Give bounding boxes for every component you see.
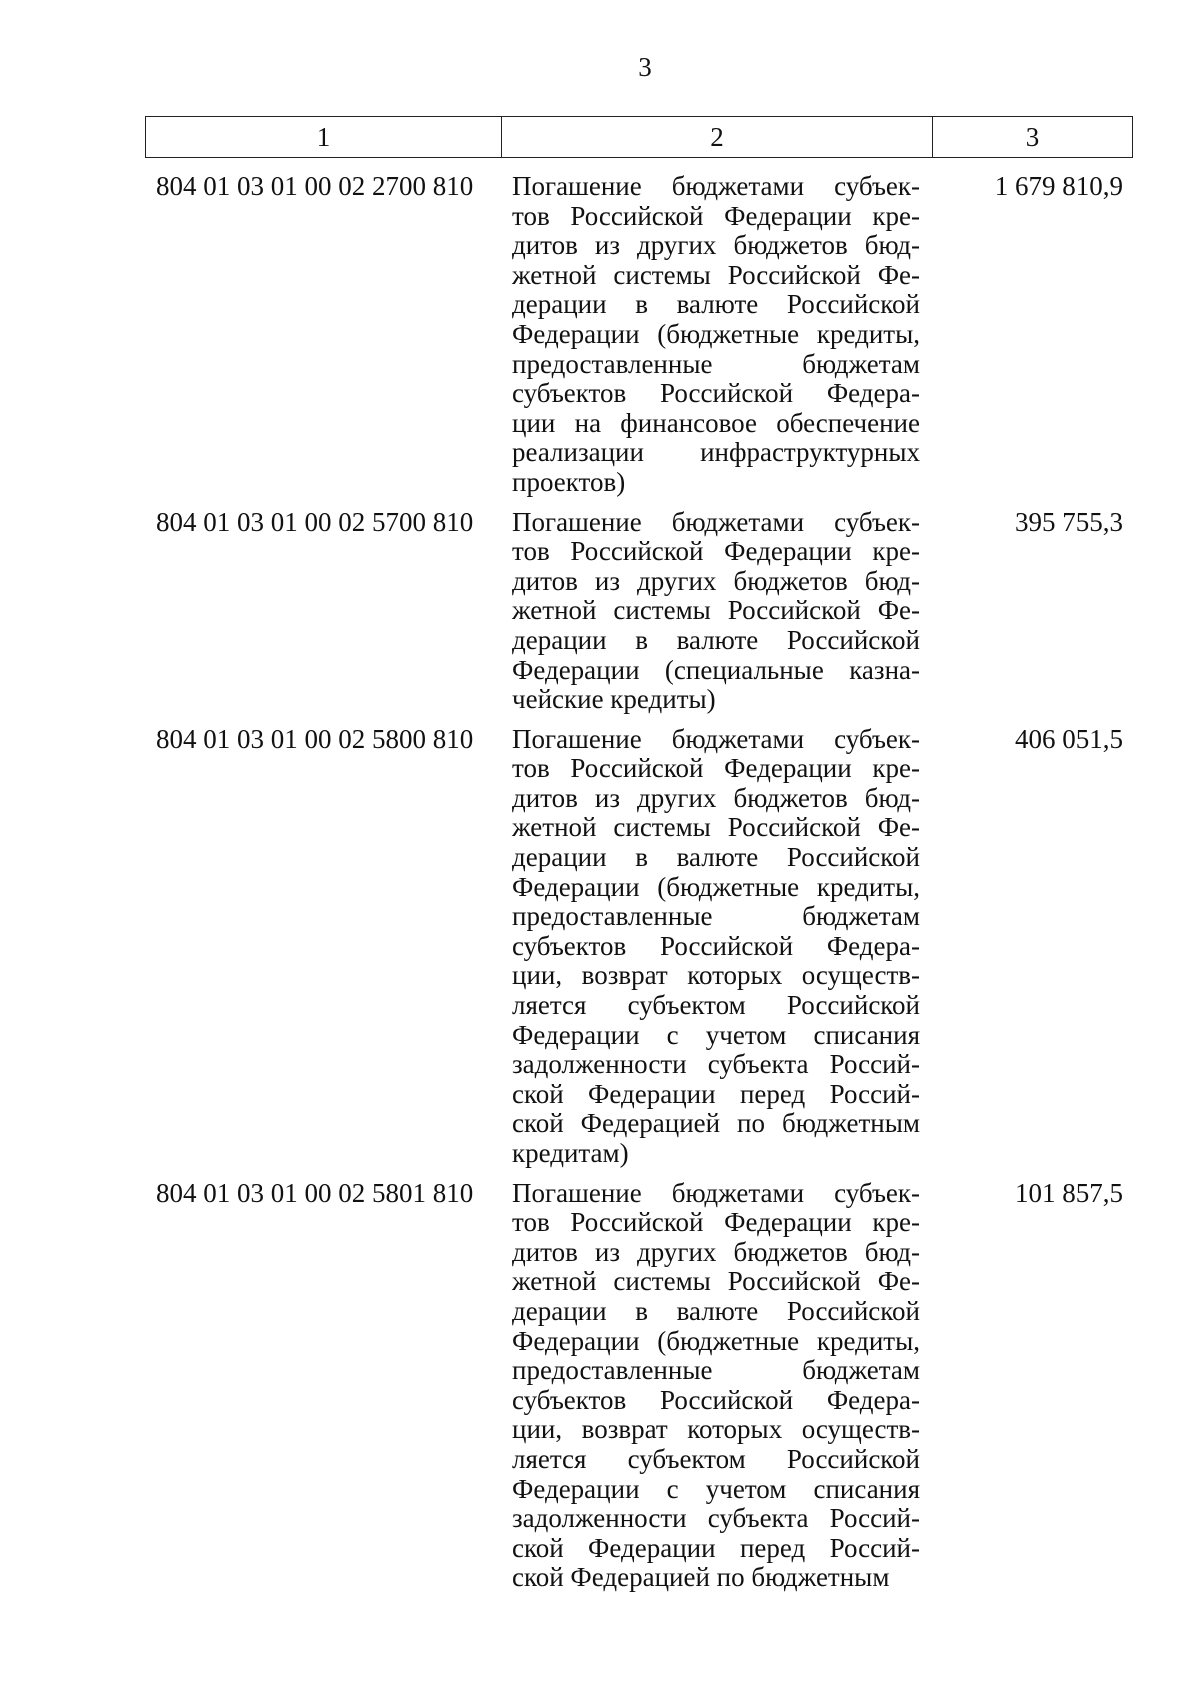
description-line: Погашение бюджетами субъек- <box>512 506 920 537</box>
description-line: дерации в валюте Российской <box>512 289 920 320</box>
description-line: Федерации с учетом списания <box>512 1473 920 1504</box>
description-line: задолженности субъекта Россий- <box>512 1503 920 1534</box>
description-line: жетной системы Российской Фе- <box>512 595 920 626</box>
description-line: дитов из других бюджетов бюд- <box>512 1236 920 1267</box>
description-line: ции, возврат которых осуществ- <box>512 960 920 991</box>
budget-table <box>145 116 1133 1593</box>
description-line: кредитам) <box>512 1138 629 1168</box>
description-line: жетной системы Российской Фе- <box>512 259 920 290</box>
description-line: субъектов Российской Федера- <box>512 378 920 409</box>
description-line: ции, возврат которых осуществ- <box>512 1414 920 1445</box>
description-line: тов Российской Федерации кре- <box>512 536 920 567</box>
description-cell <box>512 1179 920 1593</box>
description-line: тов Российской Федерации кре- <box>512 200 920 231</box>
description-line: тов Российской Федерации кре- <box>512 1207 920 1238</box>
description-line: Федерации (бюджетные кредиты, <box>512 1325 920 1356</box>
amount-cell: 406 051,5 <box>1015 723 1123 754</box>
description-line: ской Федерации перед Россий- <box>512 1532 920 1563</box>
description-line: дитов из других бюджетов бюд- <box>512 565 920 596</box>
description-line: ской Федерации перед Россий- <box>512 1078 920 1109</box>
description-line: Погашение бюджетами субъек- <box>512 171 920 201</box>
description-line: предоставленные бюджетам <box>512 348 920 379</box>
description-line: предоставленные бюджетам <box>512 901 920 932</box>
budget-code-cell: 804 01 03 01 00 02 5700 810 <box>156 506 474 537</box>
budget-code-cell: 804 01 03 01 00 02 2700 810 <box>156 171 474 201</box>
description-cell <box>512 172 920 498</box>
description-line: ции на финансовое обеспечение <box>512 407 920 438</box>
header-cell-3: 3 <box>1025 122 1040 152</box>
header-cell-1: 1 <box>146 117 502 157</box>
amount-cell: 395 755,3 <box>1015 506 1123 537</box>
table-row <box>145 172 1133 498</box>
header-cell-2: 2 <box>502 117 933 157</box>
description-line: дерации в валюте Российской <box>512 1295 920 1326</box>
description-line: Погашение бюджетами субъек- <box>512 1177 920 1208</box>
description-line: Федерации (бюджетные кредиты, <box>512 318 920 349</box>
description-line: жетной системы Российской Фе- <box>512 812 920 843</box>
description-cell <box>512 725 920 1169</box>
amount-cell: 101 857,5 <box>1015 1177 1123 1208</box>
description-line: проектов) <box>512 466 626 497</box>
table-row <box>145 725 1133 1169</box>
description-line: Погашение бюджетами субъек- <box>512 723 920 754</box>
budget-code-cell: 804 01 03 01 00 02 5800 810 <box>156 723 474 754</box>
description-cell <box>512 508 920 715</box>
description-line: задолженности субъекта Россий- <box>512 1049 920 1080</box>
description-line: жетной системы Российской Фе- <box>512 1266 920 1297</box>
page-number: 3 <box>638 52 652 82</box>
description-line: ляется субъектом Российской <box>512 1443 920 1474</box>
description-line: субъектов Российской Федера- <box>512 930 920 961</box>
description-line: Федерации (специальные казна- <box>512 654 920 685</box>
description-line: ской Федерацией по бюджетным <box>512 1562 890 1593</box>
description-line: ской Федерацией по бюджетным <box>512 1108 920 1139</box>
table-row <box>145 1179 1133 1593</box>
budget-code-cell: 804 01 03 01 00 02 5801 810 <box>156 1177 474 1208</box>
description-line: чейские кредиты) <box>512 684 716 715</box>
description-line: дитов из других бюджетов бюд- <box>512 782 920 813</box>
description-line: дерации в валюте Российской <box>512 624 920 655</box>
description-line: Федерации с учетом списания <box>512 1019 920 1050</box>
description-line: ляется субъектом Российской <box>512 990 920 1021</box>
table-header-row <box>145 116 1133 158</box>
table-row <box>145 508 1133 715</box>
amount-cell: 1 679 810,9 <box>994 171 1123 201</box>
table-body <box>145 172 1133 1593</box>
description-line: субъектов Российской Федера- <box>512 1384 920 1415</box>
description-line: дитов из других бюджетов бюд- <box>512 230 920 261</box>
description-line: предоставленные бюджетам <box>512 1355 920 1386</box>
description-line: тов Российской Федерации кре- <box>512 753 920 784</box>
description-line: реализации инфраструктурных <box>512 437 920 468</box>
description-line: Федерации (бюджетные кредиты, <box>512 871 920 902</box>
description-line: дерации в валюте Российской <box>512 842 920 873</box>
